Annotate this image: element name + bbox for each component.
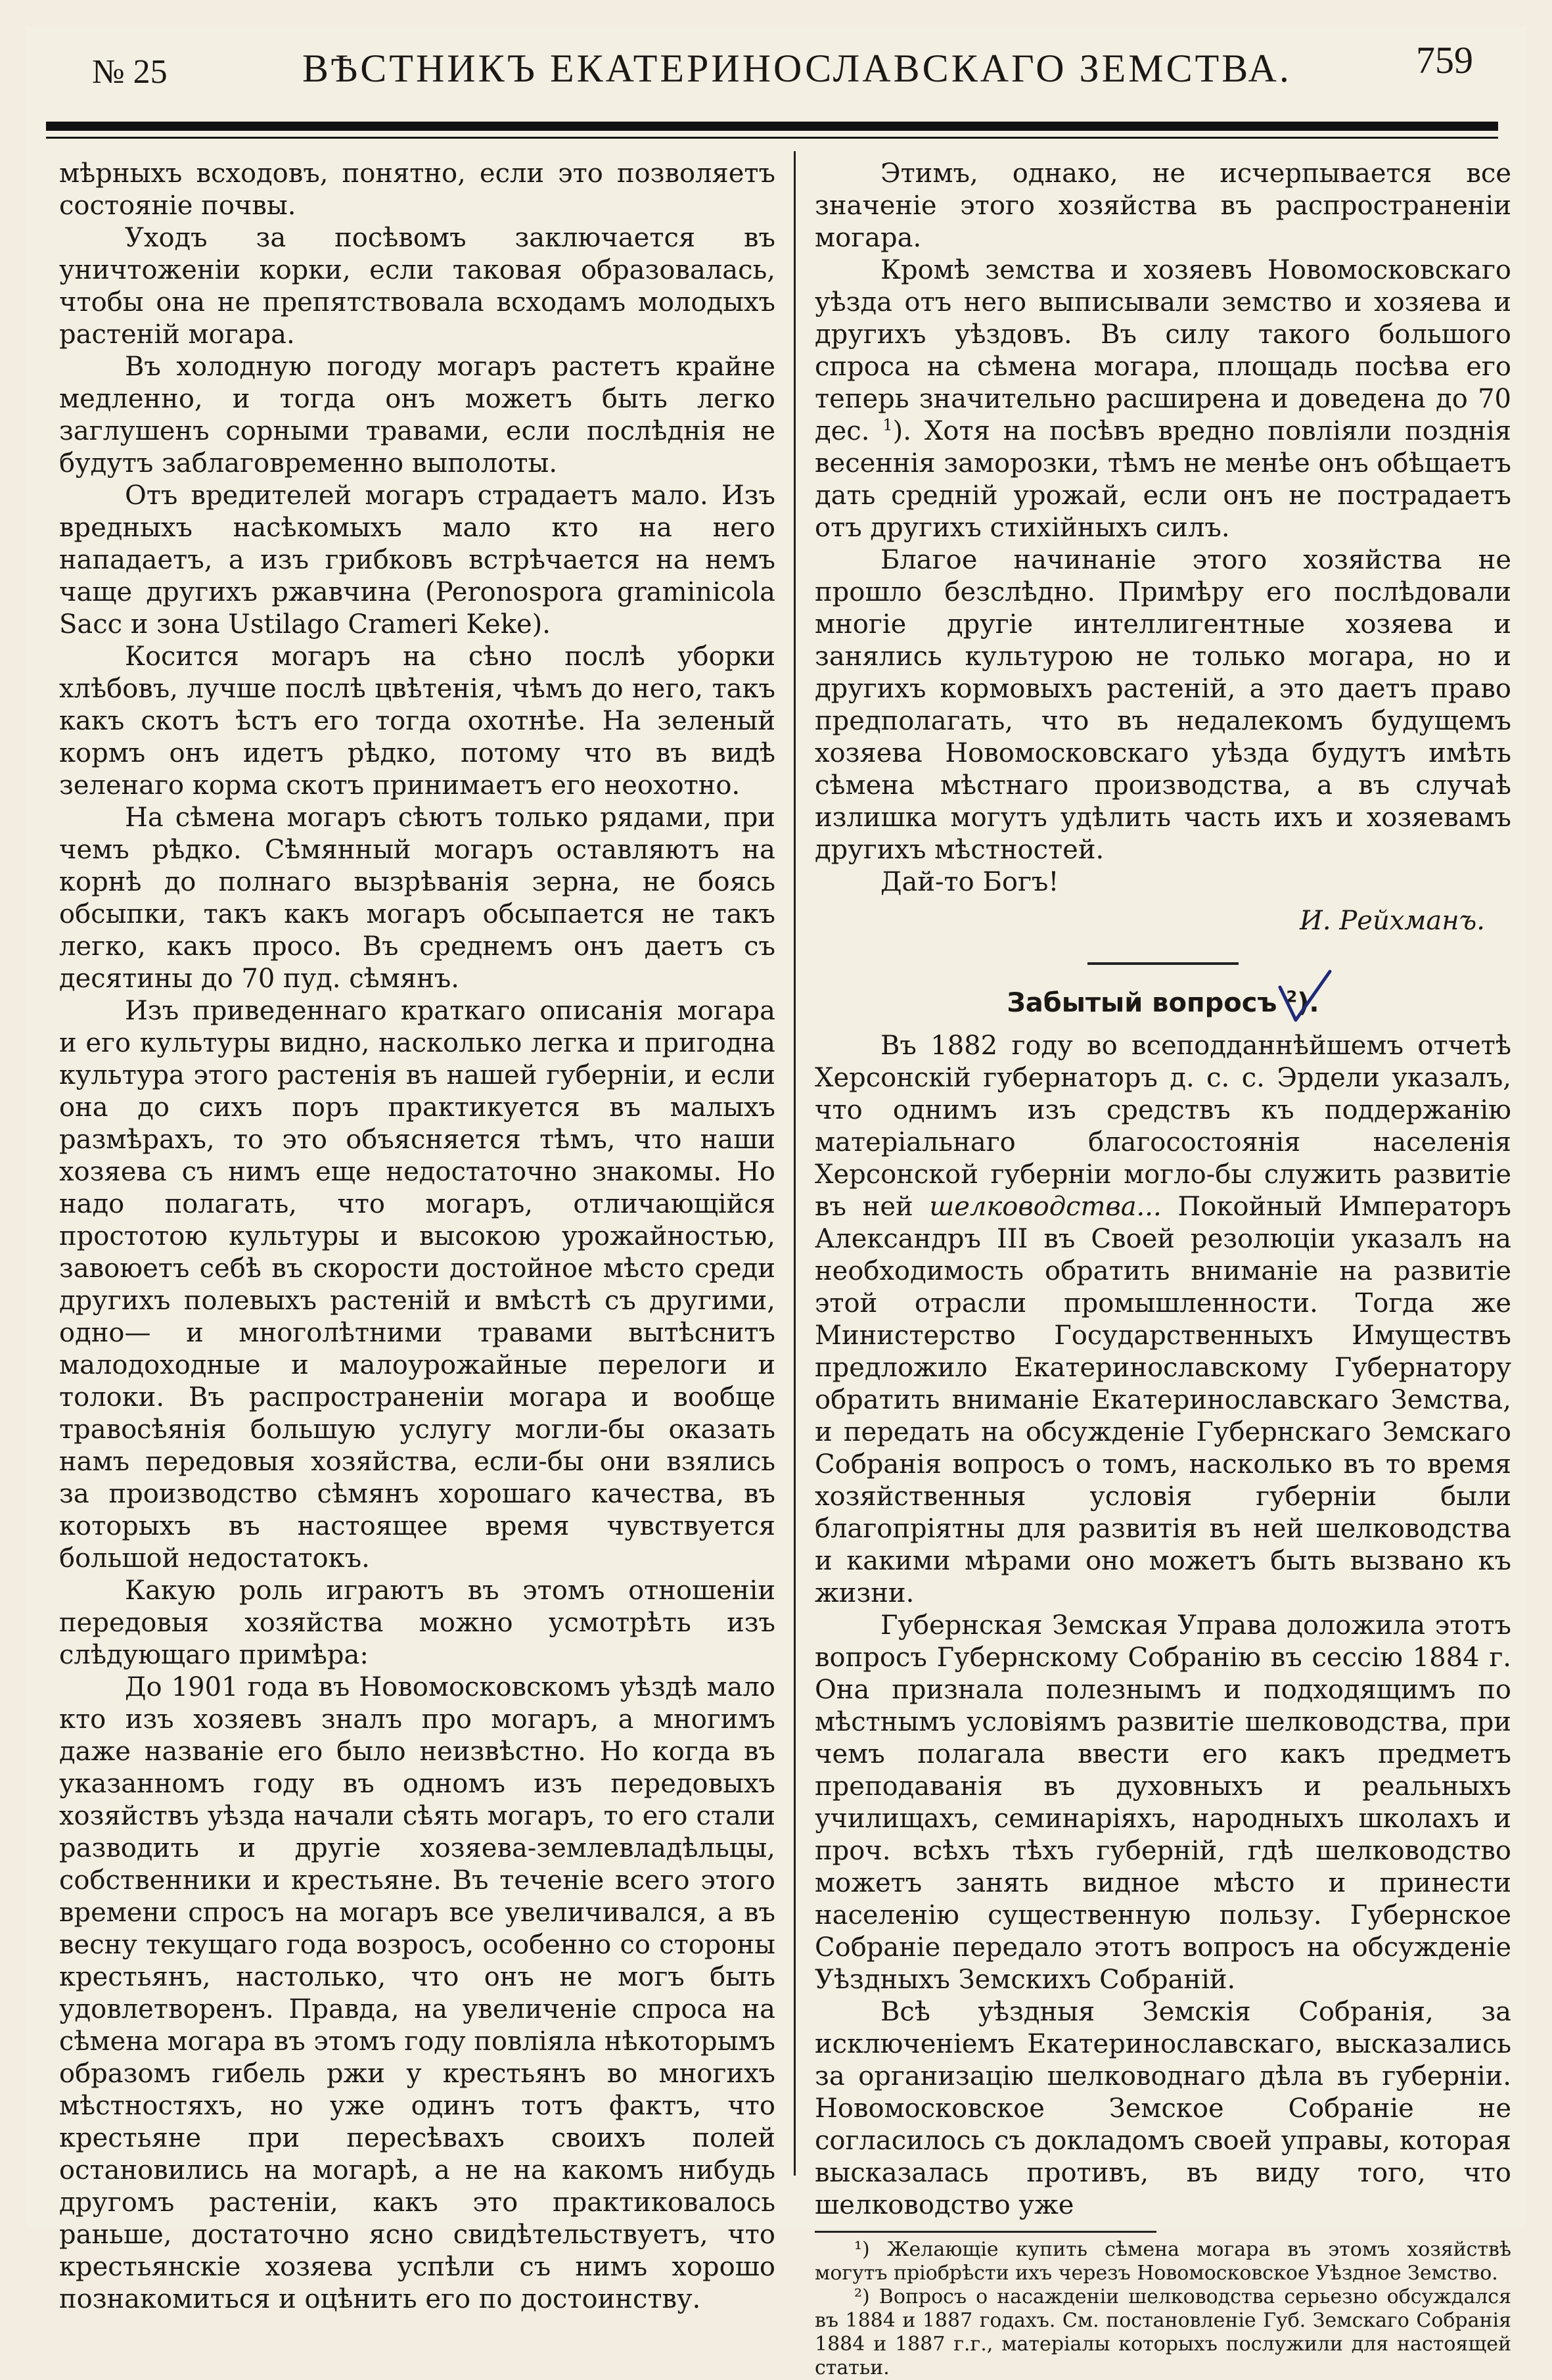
paragraph: Косится могаръ на сѣно послѣ уборки хлѣбовъ, лучше послѣ цвѣтенія, чѣмъ до него, такъ какъ скотъ ѣстъ его тогда охотнѣе. На зеленый кормъ онъ идетъ рѣдко, потому что въ видѣ зеленаго корма скотъ принимаетъ его неохотно. xyxy=(59,642,775,801)
paragraph: Отъ вредителей могаръ страдаетъ мало. Изъ вредныхъ насѣкомыхъ мало кто на него нападаетъ, а изъ грибковъ встрѣчается на немъ чаще другихъ ржавчина (Peronospora graminicola Sacc и зона Ustilago Crameri Keke). xyxy=(59,480,775,640)
author-signature: И. Рейхманъ. xyxy=(1300,906,1485,936)
paragraph: Уходъ за посѣвомъ заключается въ уничтоженіи корки, если таковая образовалась, чтобы она не препятствовала всходамъ молодыхъ растеній могара. xyxy=(59,223,775,350)
paragraph: Этимъ, однако, не исчерпывается все значеніе этого хозяйства въ распространеніи могара. xyxy=(815,158,1511,253)
footnote-rule xyxy=(815,2231,1156,2233)
footnote-ref-2: 2 xyxy=(1286,987,1298,1006)
footnotes xyxy=(815,2238,1511,2380)
paragraph: Въ холодную погоду могаръ растетъ крайне медленно, и тогда онъ можетъ быть легко заглушенъ сорными травами, если послѣднія не будутъ заблаговременно выполоты. xyxy=(59,352,775,478)
footnote-1: ¹) Желающіе купить сѣмена могара въ этомъ хозяйствѣ могутъ пріобрѣсти ихъ черезъ Новомосковское Уѣздное Земство. xyxy=(815,2238,1511,2285)
column-divider xyxy=(794,151,796,2176)
paragraph: Всѣ уѣздныя Земскія Собранія, за исключеніемъ Екатеринославскаго, высказались за организацію шелководнаго дѣла въ губерніи. Новомосковское Земское Собраніе не согласилось съ докладомъ своей управы, которая высказалась противъ, въ виду того, что шелководство уже xyxy=(815,1997,1511,2220)
page-number: 759 xyxy=(1416,39,1473,82)
header-rule-thick xyxy=(46,122,1498,131)
italic-term: шелководства... xyxy=(929,1192,1162,1222)
page xyxy=(26,26,1526,2379)
page-header xyxy=(26,26,1526,105)
left-column xyxy=(59,158,775,2316)
paragraph xyxy=(815,254,1511,544)
section-title-end: ). xyxy=(1297,988,1319,1018)
paragraph: мѣрныхъ всходовъ, понятно, если это позволяетъ состояніе почвы. xyxy=(59,158,775,221)
right-column xyxy=(815,158,1511,2380)
paragraph: Изъ приведеннаго краткаго описанія могара и его культуры видно, насколько легка и пригодна культура этого растенія въ нашей губерніи, и если она до сихъ поръ практикуется въ малыхъ размѣрахъ, то это объясняется тѣмъ, что наши хозяева съ нимъ еще недостаточно знакомы. Но надо полагать, что могаръ, отличающійся простотою культуры и высокою урожайностью, завоюетъ себѣ въ скорости достойное мѣсто среди другихъ полевыхъ растеній и вмѣстѣ съ другими, одно— и многолѣтними травами вытѣснитъ малодоходные и малоурожайные перелоги и толоки. Въ распространеніи могара и вообще травосѣянія большую услугу могли-бы оказать намъ передовыя хозяйства, если-бы они взялись за производство сѣмянъ хорошаго качества, въ которыхъ въ настоящее время чувствуется большой недостатокъ. xyxy=(59,996,775,1574)
text-span: ). Хотя на посѣвъ вредно повліяли позднія весеннія заморозки, тѣмъ не менѣе онъ обѣщаетъ дать средній урожай, если онъ не пострадаетъ отъ другихъ стихійныхъ силъ. xyxy=(815,416,1511,543)
footnote-2: ²) Вопросъ о насажденіи шелководства серьезно обсуждался въ 1884 и 1887 годахъ. См. постановленіе Губ. Земскаго Собранія 1884 и 1887 г.г., матеріалы которыхъ послужили для настоящей статьи. xyxy=(815,2285,1511,2379)
handwritten-check-icon xyxy=(1275,968,1334,1027)
journal-title: ВѢСТНИКЪ ЕКАТЕРИНОСЛАВСКАГО ЗЕМСТВА. xyxy=(302,47,1292,90)
section-separator xyxy=(1087,962,1239,965)
text-span: Въ 1882 году во всеподданнѣйшемъ отчетѣ Херсонскій губернаторъ д. с. с. Эрдели указалъ, что однимъ изъ средствъ къ поддержанію матеріальнаго благосостоянія населенія Херсонской губерніи могло-бы служить развитіе въ ней xyxy=(815,1031,1511,1222)
paragraph xyxy=(815,1030,1511,1610)
header-rule-thin xyxy=(46,137,1498,139)
paragraph: На сѣмена могаръ сѣютъ только рядами, при чемъ рѣдко. Сѣмянный могаръ оставляютъ на корнѣ до полнаго вызрѣванія зерна, не боясь обсыпки, такъ какъ могаръ обсыпается не такъ легко, какъ просо. Въ среднемъ онъ даетъ съ десятины до 70 пуд. сѣмянъ. xyxy=(59,803,775,994)
paragraph: Благое начинаніе этого хозяйства не прошло безслѣдно. Примѣру его послѣдовали многіе другіе интеллигентные хозяева и занялись культурою не только могара, но и другихъ кормовыхъ растеній, а это даетъ право предполагать, что въ недалекомъ будущемъ хозяева Новомосковскаго уѣзда будутъ имѣть сѣмена мѣстнаго производства, а въ случаѣ излишка могутъ удѣлить часть ихъ и хозяевамъ другихъ мѣстностей. xyxy=(815,545,1511,865)
paragraph: Губернская Земская Управа доложила этотъ вопросъ Губернскому Собранію въ сессію 1884 г. Она признала полезнымъ и подходящимъ по мѣстнымъ условіямъ развитіе шелководства, при чемъ полагала ввести его какъ предметъ преподаванія въ духовныхъ и реальныхъ училищахъ, семинаріяхъ, народныхъ школахъ и проч. всѣхъ тѣхъ губерній, гдѣ шелководство можетъ занять видное мѣсто и принести населенію существенную пользу. Губернское Собраніе передало этотъ вопросъ на обсужденіе Уѣздныхъ Земскихъ Собраній. xyxy=(815,1610,1511,1995)
section-title xyxy=(815,987,1511,1019)
footnote-ref-1: 1 xyxy=(882,415,893,434)
section-title-text: Забытый вопросъ xyxy=(1007,988,1277,1018)
text-span: Покойный Императоръ Александръ III въ Своей резолюціи указалъ на необходимость обратить вниманіе на развитіе этой отрасли промышленности. Тогда же Министерство Государственныхъ Имуществъ предложило Екатеринославскому Губернатору обратить вниманіе Екатеринославскаго Земства, и передать на обсужденіе Губернскаго Земскаго Собранія вопросъ о томъ, насколько въ то время хозяйственныя условія губерніи были благопріятны для развитія въ ней шелководства и какими мѣрами оно можетъ быть вызвано къ жизни. xyxy=(815,1192,1511,1608)
paragraph: До 1901 года въ Новомосковскомъ уѣздѣ мало кто изъ хозяевъ зналъ про могаръ, а многимъ даже названіе его было неизвѣстно. Но когда въ указанномъ году въ одномъ изъ передовыхъ хозяйствъ уѣзда начали сѣять могаръ, то его стали разводить и другіе хозяева-землевладѣльцы, собственники и крестьяне. Въ теченіе всего этого времени спросъ на могаръ все увеличивался, а въ весну текущаго года возросъ, особенно со стороны крестьянъ, настолько, что онъ не могъ быть удовлетворенъ. Правда, на увеличеніе спроса на сѣмена могара въ этомъ году повліяла нѣкоторымъ образомъ гибель ржи у крестьянъ во многихъ мѣстностяхъ, но уже одинъ тотъ фактъ, что крестьяне при пересѣвахъ своихъ полей остановились на могарѣ, а не на какомъ нибудь другомъ растеніи, какъ это практиковалось раньше, достаточно ясно свидѣтельствуетъ, что крестьянскіе хозяева успѣли съ нимъ хорошо познакомиться и оцѣнить его по достоинству. xyxy=(59,1672,775,2314)
text-span: Кромѣ земства и хозяевъ Новомосковскаго уѣзда отъ него выписывали земство и хозяева и другихъ уѣздовъ. Въ силу такого большого спроса на сѣмена могара, площадь посѣва его теперь значительно расширена и доведена до 70 дес. xyxy=(815,255,1511,446)
paragraph: Какую роль играютъ въ этомъ отношеніи передовыя хозяйства можно усмотрѣть изъ слѣдующаго примѣра: xyxy=(59,1575,775,1670)
issue-number: № 25 xyxy=(92,53,168,91)
paragraph: Дай-то Богъ! xyxy=(880,867,1059,897)
